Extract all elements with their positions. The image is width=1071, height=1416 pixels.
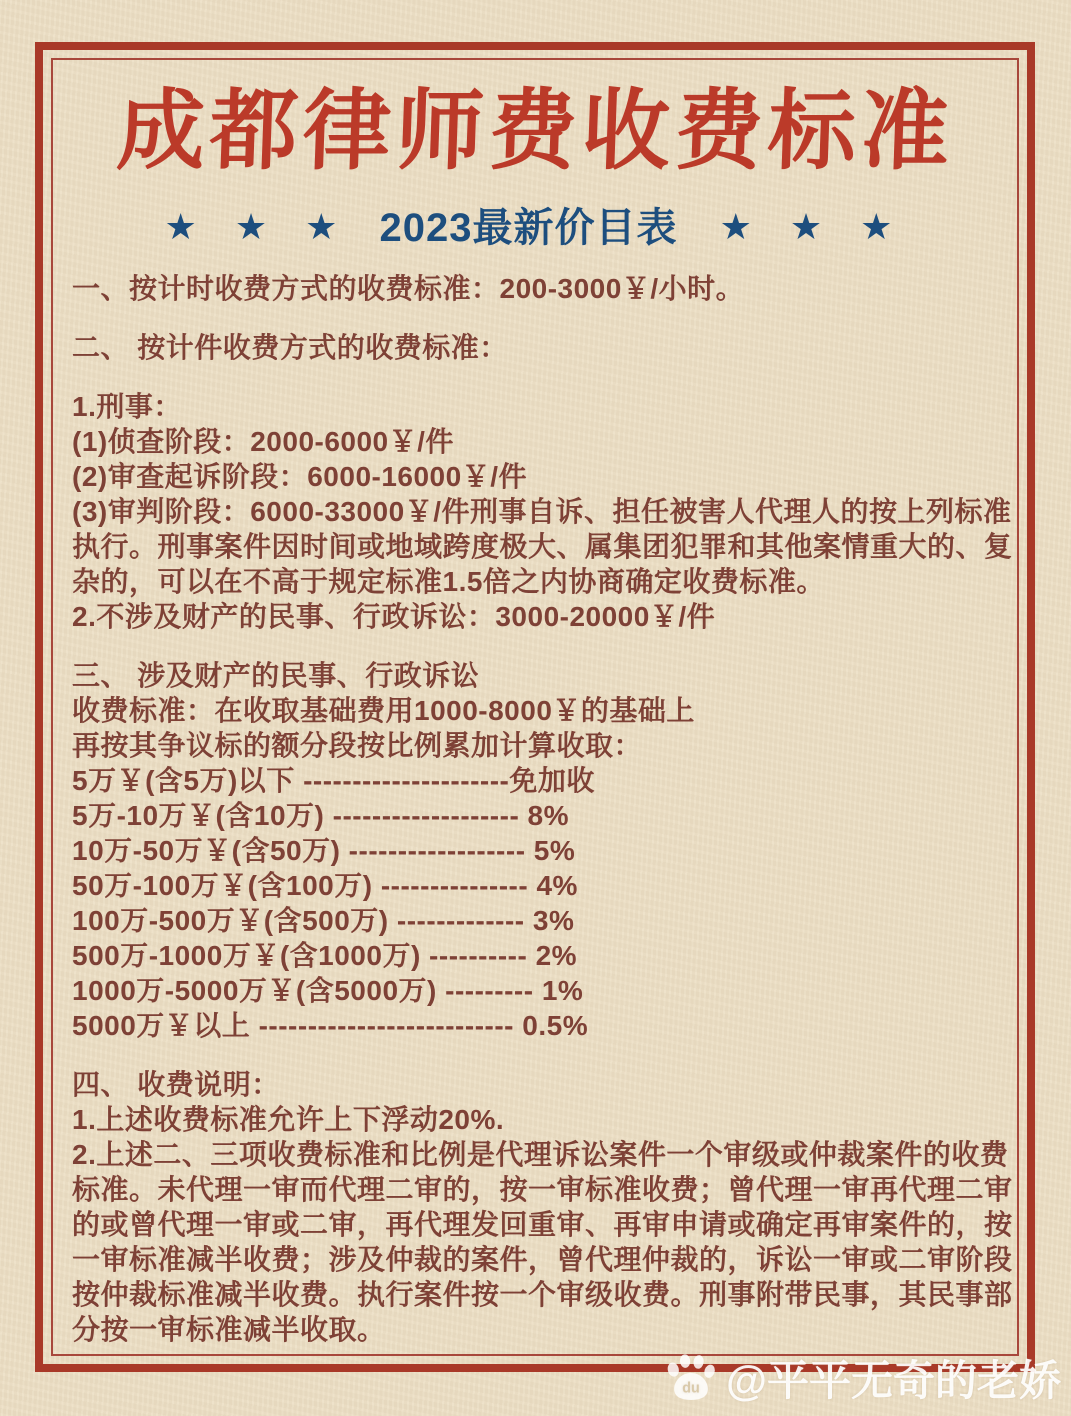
- text-line: 500万-1000万￥(含1000万) ---------- 2%: [72, 940, 578, 971]
- stars-left-icon: ★ ★ ★: [164, 206, 352, 247]
- text-line: 50万-100万￥(含100万) --------------- 4%: [72, 870, 578, 901]
- section-gap: [72, 365, 1021, 389]
- text-line: 三、 涉及财产的民事、行政诉讼: [72, 660, 480, 691]
- text-line: 10万-50万￥(含50万) ------------------ 5%: [72, 835, 576, 866]
- text-line: 再按其争议标的额分段按比例累加计算收取：: [72, 730, 643, 761]
- text-line: 分按一审标准减半收取。: [72, 1314, 386, 1345]
- text-line: 100万-500万￥(含500万) ------------- 3%: [72, 905, 575, 936]
- section-gap: [72, 1043, 1021, 1067]
- stars-right-icon: ★ ★ ★: [719, 206, 907, 247]
- text-line: 5万-10万￥(含10万) ------------------- 8%: [72, 800, 570, 831]
- text-line: 杂的，可以在不高于规定标准1.5倍之内协商确定收费标准。: [72, 566, 825, 597]
- text-line: (1)侦查阶段：2000-6000￥/件: [72, 426, 454, 457]
- text-line: 2.上述二、三项收费标准和比例是代理诉讼案件一个审级或仲裁案件的收费: [72, 1139, 1009, 1170]
- baidu-paw-icon-label: du: [682, 1380, 700, 1397]
- text-line: 一、按计时收费方式的收费标准：200-3000￥/小时。: [72, 273, 745, 304]
- text-line: 一审标准减半收费；涉及仲裁的案件，曾代理仲裁的，诉讼一审或二审阶段: [72, 1244, 1013, 1275]
- watermark: [664, 1348, 1061, 1408]
- text-line: 1.上述收费标准允许上下浮动20%.: [72, 1104, 505, 1135]
- section-gap: [72, 306, 1021, 330]
- text-line: 2.不涉及财产的民事、行政诉讼：3000-20000￥/件: [72, 601, 716, 632]
- poster-title: 成都律师费收费标准: [115, 78, 956, 182]
- section-gap: [72, 634, 1021, 658]
- text-line: (2)审查起诉阶段：6000-16000￥/件: [72, 461, 527, 492]
- baidu-paw-icon: [664, 1351, 718, 1405]
- text-line: (3)审判阶段：6000-33000￥/件刑事自诉、担任被害人代理人的按上列标准: [72, 496, 1012, 527]
- text-line: 5000万￥以上 -------------------------- 0.5%: [72, 1010, 589, 1041]
- poster-subtitle: [0, 203, 1071, 252]
- subtitle-text: 2023最新价目表: [379, 206, 678, 250]
- text-line: 执行。刑事案件因时间或地域跨度极大、属集团犯罪和其他案情重大的、复: [72, 531, 1013, 562]
- text-line: 二、 按计件收费方式的收费标准：: [72, 332, 508, 363]
- body-text: [72, 271, 1021, 1347]
- text-line: 5万￥(含5万)以下 ---------------------免加收: [72, 765, 595, 796]
- text-line: 的或曾代理一审或二审，再代理发回重审、再审申请或确定再审案件的，按: [72, 1209, 1013, 1240]
- text-line: 收费标准：在收取基础费用1000-8000￥的基础上: [72, 695, 695, 726]
- watermark-handle: @平平无奇的老娇: [726, 1357, 1061, 1404]
- text-line: 标准。未代理一审而代理二审的，按一审标准收费；曾代理一审再代理二审: [72, 1174, 1013, 1205]
- text-line: 1.刑事：: [72, 391, 182, 422]
- text-line: 1000万-5000万￥(含5000万) --------- 1%: [72, 975, 584, 1006]
- text-line: 按仲裁标准减半收费。执行案件按一个审级收费。刑事附带民事，其民事部: [72, 1279, 1013, 1310]
- text-line: 四、 收费说明：: [72, 1069, 280, 1100]
